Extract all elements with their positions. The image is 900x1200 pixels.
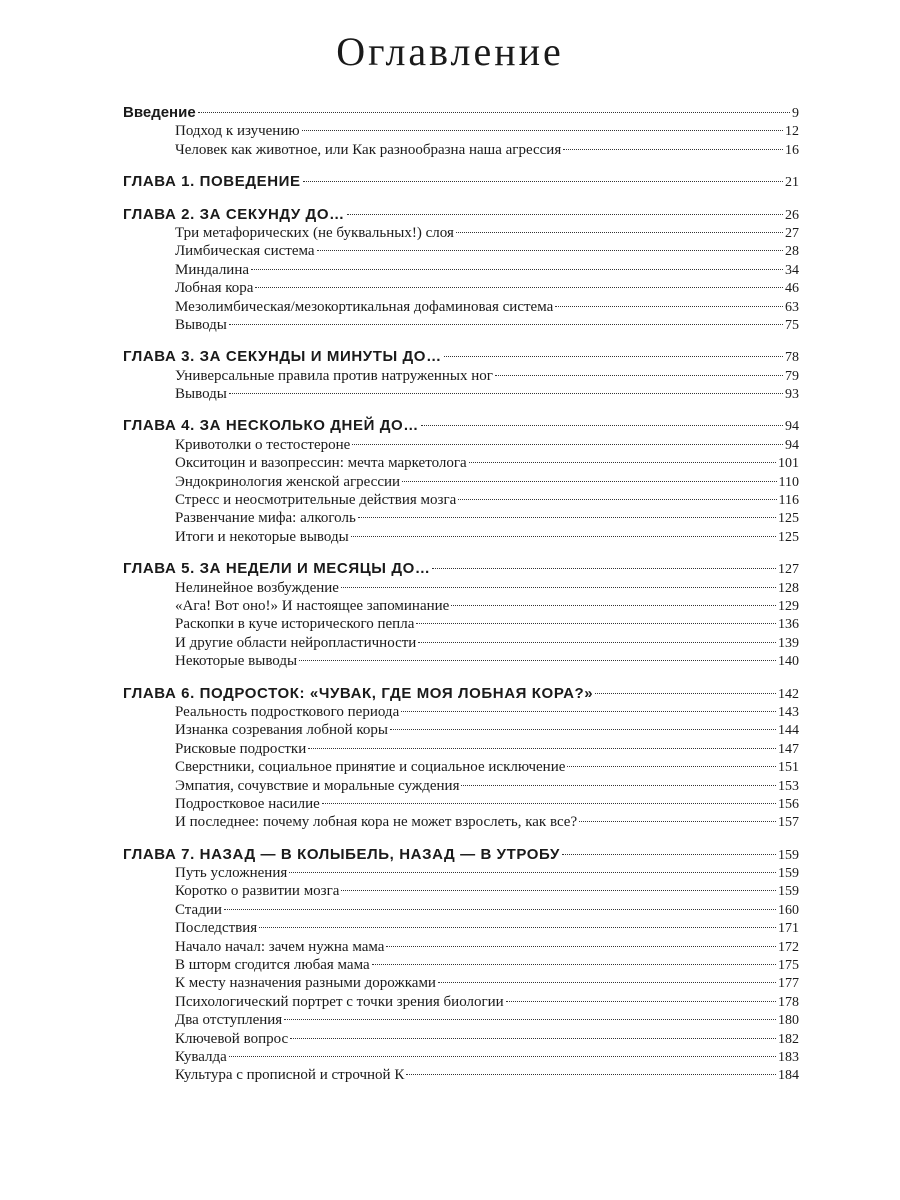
dot-leader (386, 946, 776, 947)
toc-subsection (123, 473, 799, 491)
toc-entry-title: «Ага! Вот оно!» И настоящее запоминание (175, 597, 450, 614)
toc-entry-title: Стресс и неосмотрительные действия мозга (175, 492, 457, 509)
page-number: 136 (778, 617, 799, 633)
toc-section (123, 173, 799, 191)
dot-leader (416, 623, 776, 624)
page-number: 110 (778, 474, 799, 490)
toc-entry-title: И последнее: почему лобная кора не может взрослеть, как все? (175, 814, 578, 831)
toc-entry-title: Эндокринология женской агрессии (175, 473, 401, 490)
toc-subsection (123, 528, 799, 546)
toc-entry-title: Итоги и некоторые выводы (175, 528, 349, 545)
page-number: 101 (778, 456, 799, 472)
dot-leader (289, 872, 776, 873)
toc-subsection (123, 122, 799, 140)
page-number: 159 (778, 884, 799, 900)
toc-subsection (123, 703, 799, 721)
toc-entry-title: Мезолимбическая/мезокортикальная дофаминовая система (175, 298, 554, 315)
page-number: 180 (778, 1013, 799, 1029)
toc-subsection (123, 491, 799, 509)
dot-leader (562, 854, 776, 855)
toc-subsection (123, 242, 799, 260)
toc-entry-title: Выводы (175, 316, 227, 333)
toc-entry-title: Введение (123, 104, 196, 121)
toc-section (123, 104, 799, 159)
page-number: 34 (785, 262, 799, 278)
page-number: 184 (778, 1068, 799, 1084)
dot-leader (401, 711, 776, 712)
toc-entry-title: К месту назначения разными дорожками (175, 975, 436, 992)
chapter-heading (123, 846, 799, 864)
dot-leader (302, 130, 783, 131)
dot-leader (224, 909, 776, 910)
dot-leader (255, 287, 783, 288)
page-number: 139 (778, 635, 799, 651)
toc-subsection (123, 758, 799, 776)
toc-subsection (123, 652, 799, 670)
page-number: 156 (778, 796, 799, 812)
toc-entry-title: Кривотолки о тестостероне (175, 436, 351, 453)
chapter-heading (123, 348, 799, 366)
toc-subsection (123, 634, 799, 652)
toc-entry-title: ГЛАВА 5. ЗА НЕДЕЛИ И МЕСЯЦЫ ДО… (123, 560, 431, 578)
toc-subsection (123, 436, 799, 454)
toc-entry-title: Универсальные правила против натруженных ног (175, 367, 493, 384)
toc-entry-title: Выводы (175, 386, 227, 403)
toc-subsection (123, 1066, 799, 1084)
page-number: 159 (778, 866, 799, 882)
dot-leader (229, 1056, 776, 1057)
page-number: 46 (785, 281, 799, 297)
dot-leader (432, 568, 776, 569)
dot-leader (506, 1001, 776, 1002)
dot-leader (390, 729, 776, 730)
page-number: 128 (778, 580, 799, 596)
dot-leader (341, 587, 776, 588)
dot-leader (461, 785, 776, 786)
dot-leader (438, 982, 776, 983)
chapter-heading (123, 104, 799, 122)
dot-leader (495, 375, 783, 376)
dot-leader (351, 536, 776, 537)
page-number: 116 (778, 493, 799, 509)
toc-subsection (123, 298, 799, 316)
page-number: 142 (778, 686, 799, 702)
toc-entry-title: Рисковые подростки (175, 740, 307, 757)
toc-subsection (123, 993, 799, 1011)
toc-entry-title: ГЛАВА 3. ЗА СЕКУНДЫ И МИНУТЫ ДО… (123, 348, 442, 366)
page-number: 93 (785, 387, 799, 403)
dot-leader (579, 821, 776, 822)
dot-leader (229, 393, 783, 394)
page-number: 175 (778, 958, 799, 974)
page-number: 177 (778, 976, 799, 992)
toc-subsection (123, 1030, 799, 1048)
toc-entry-title: Лимбическая система (175, 243, 315, 260)
page-number: 143 (778, 704, 799, 720)
toc-subsection (123, 579, 799, 597)
dot-leader (303, 181, 783, 182)
toc-entry-title: Кувалда (175, 1048, 227, 1065)
page-number: 27 (785, 225, 799, 241)
toc-subsection (123, 721, 799, 739)
dot-leader (352, 444, 783, 445)
dot-leader (456, 232, 783, 233)
toc-subsection (123, 919, 799, 937)
dot-leader (290, 1038, 776, 1039)
toc-subsection (123, 615, 799, 633)
toc-subsection (123, 385, 799, 403)
toc-entry-title: Последствия (175, 920, 258, 937)
toc-entry-title: Реальность подросткового периода (175, 703, 400, 720)
chapter-heading (123, 417, 799, 435)
toc-entry-title: Нелинейное возбуждение (175, 579, 339, 596)
page-number: 75 (785, 317, 799, 333)
toc-entry-title: Начало начал: зачем нужна мама (175, 938, 385, 955)
toc-subsection (123, 279, 799, 297)
dot-leader (595, 693, 776, 694)
dot-leader (469, 462, 776, 463)
toc-subsection (123, 261, 799, 279)
toc-entry-title: Ключевой вопрос (175, 1030, 289, 1047)
toc-entry-title: ГЛАВА 6. ПОДРОСТОК: «ЧУВАК, ГДЕ МОЯ ЛОБНАЯ КОРА?» (123, 684, 594, 702)
chapter-heading (123, 206, 799, 224)
dot-leader (317, 250, 783, 251)
toc-section (123, 348, 799, 403)
toc-entry-title: Путь усложнения (175, 865, 288, 882)
dot-leader (284, 1019, 776, 1020)
toc-entry-title: ГЛАВА 4. ЗА НЕСКОЛЬКО ДНЕЙ ДО… (123, 417, 419, 435)
dot-leader (322, 803, 776, 804)
toc-entry-title: ГЛАВА 1. ПОВЕДЕНИЕ (123, 173, 301, 191)
page-number: 157 (778, 815, 799, 831)
toc-entry-title: Коротко о развитии мозга (175, 883, 340, 900)
page-number: 28 (785, 244, 799, 260)
page-number: 183 (778, 1049, 799, 1065)
page-number: 21 (785, 175, 799, 191)
dot-leader (341, 890, 776, 891)
toc-subsection (123, 1011, 799, 1029)
toc-entry-title: Лобная кора (175, 280, 254, 297)
table-of-contents (123, 104, 799, 1099)
toc-subsection (123, 864, 799, 882)
chapter-heading (123, 560, 799, 578)
dot-leader (555, 306, 783, 307)
toc-section (123, 685, 799, 832)
toc-subsection (123, 777, 799, 795)
toc-entry-title: Культура с прописной и строчной К (175, 1067, 405, 1084)
toc-entry-title: Стадии (175, 901, 222, 918)
toc-entry-title: Эмпатия, сочувствие и моральные суждения (175, 777, 460, 794)
toc-section (123, 846, 799, 1085)
page-number: 159 (778, 847, 799, 863)
toc-subsection (123, 882, 799, 900)
toc-entry-title: Два отступления (175, 1012, 283, 1029)
page-number: 171 (778, 921, 799, 937)
toc-entry-title: Окситоцин и вазопрессин: мечта маркетолога (175, 455, 467, 472)
toc-entry-title: Изнанка созревания лобной коры (175, 722, 388, 739)
toc-entry-title: Человек как животное, или Как разнообразна наша агрессия (175, 141, 562, 158)
dot-leader (372, 964, 776, 965)
page-number: 16 (785, 142, 799, 158)
page-title: Оглавление (336, 29, 564, 74)
page-number: 12 (785, 124, 799, 140)
toc-subsection (123, 141, 799, 159)
toc-entry-title: Некоторые выводы (175, 653, 298, 670)
toc-subsection (123, 316, 799, 334)
dot-leader (421, 425, 783, 426)
toc-subsection (123, 795, 799, 813)
toc-entry-title: ГЛАВА 7. НАЗАД — В КОЛЫБЕЛЬ, НАЗАД — В УТРОБУ (123, 845, 560, 863)
toc-entry-title: Три метафорических (не буквальных!) слоя (175, 224, 454, 241)
page-number: 147 (778, 741, 799, 757)
toc-subsection (123, 454, 799, 472)
toc-entry-title: И другие области нейропластичности (175, 634, 417, 651)
dot-leader (563, 149, 783, 150)
dot-leader (251, 269, 783, 270)
dot-leader (198, 112, 790, 113)
page-number: 178 (778, 994, 799, 1010)
dot-leader (308, 748, 776, 749)
dot-leader (451, 605, 776, 606)
page-number: 125 (778, 529, 799, 545)
toc-subsection (123, 740, 799, 758)
page-number: 153 (778, 778, 799, 794)
page-number: 140 (778, 654, 799, 670)
dot-leader (358, 517, 776, 518)
dot-leader (418, 642, 776, 643)
toc-section (123, 417, 799, 546)
dot-leader (458, 499, 776, 500)
page-number: 151 (778, 760, 799, 776)
chapter-heading (123, 173, 799, 191)
dot-leader (299, 660, 776, 661)
toc-subsection (123, 813, 799, 831)
toc-entry-title: Сверстники, социальное принятие и социальное исключение (175, 759, 566, 776)
toc-entry-title: ГЛАВА 2. ЗА СЕКУНДУ ДО… (123, 205, 345, 223)
page-number: 127 (778, 562, 799, 578)
toc-subsection (123, 974, 799, 992)
toc-section (123, 206, 799, 335)
toc-entry-title: Подход к изучению (175, 123, 300, 140)
page-number: 125 (778, 511, 799, 527)
dot-leader (259, 927, 776, 928)
page-number: 182 (778, 1031, 799, 1047)
page-number: 63 (785, 299, 799, 315)
dot-leader (567, 766, 776, 767)
page-number: 94 (785, 419, 799, 435)
page-number: 26 (785, 207, 799, 223)
page-number: 172 (778, 939, 799, 955)
toc-section (123, 560, 799, 670)
toc-subsection (123, 224, 799, 242)
dot-leader (347, 214, 783, 215)
toc-subsection (123, 938, 799, 956)
toc-entry-title: Раскопки в куче исторического пепла (175, 616, 415, 633)
page-number: 160 (778, 902, 799, 918)
page-number: 94 (785, 437, 799, 453)
page-number: 9 (792, 106, 799, 121)
page-number: 129 (778, 598, 799, 614)
toc-subsection (123, 509, 799, 527)
page-number: 144 (778, 723, 799, 739)
toc-subsection (123, 956, 799, 974)
dot-leader (444, 356, 783, 357)
page-number: 79 (785, 368, 799, 384)
dot-leader (229, 324, 783, 325)
dot-leader (406, 1074, 776, 1075)
chapter-heading (123, 685, 799, 703)
toc-subsection (123, 597, 799, 615)
page-number: 78 (785, 350, 799, 366)
toc-subsection (123, 901, 799, 919)
toc-entry-title: Развенчание мифа: алкоголь (175, 510, 356, 527)
toc-subsection (123, 367, 799, 385)
dot-leader (402, 481, 776, 482)
toc-entry-title: Психологический портрет с точки зрения биологии (175, 993, 504, 1010)
toc-entry-title: Миндалина (175, 261, 250, 278)
toc-entry-title: Подростковое насилие (175, 795, 320, 812)
toc-entry-title: В шторм сгодится любая мама (175, 957, 370, 974)
toc-subsection (123, 1048, 799, 1066)
